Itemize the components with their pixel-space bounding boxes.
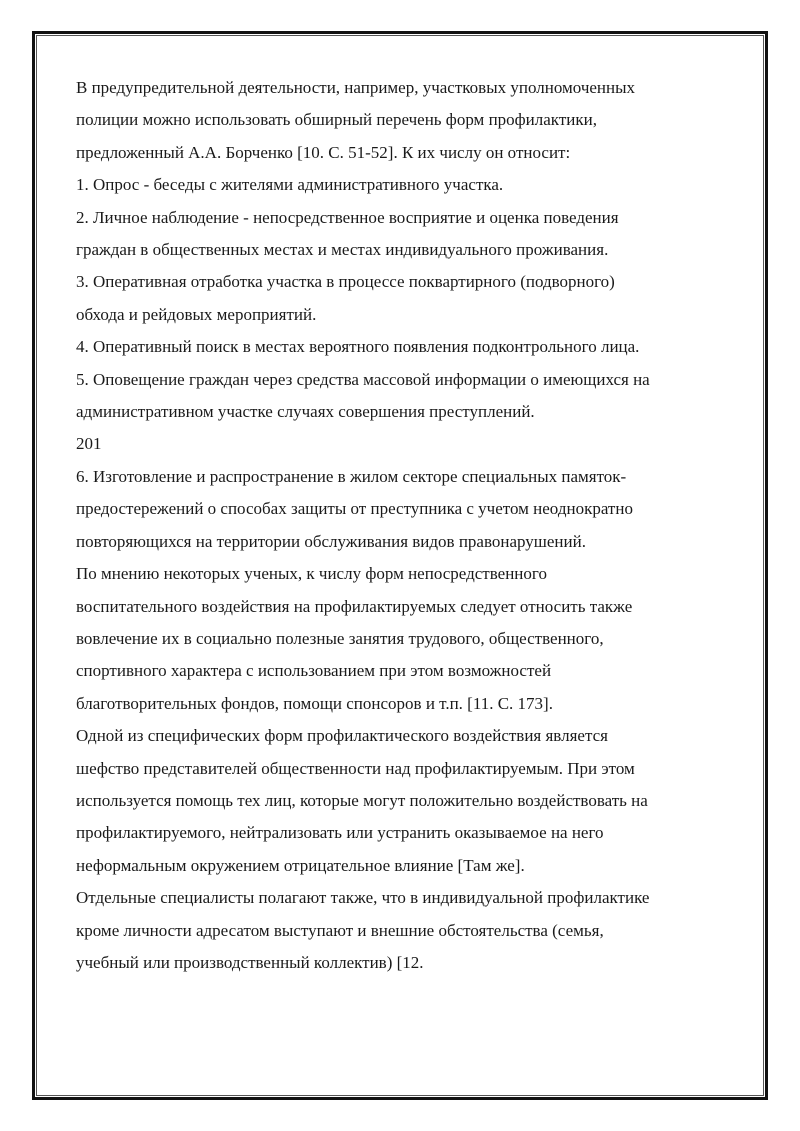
text-line: предложенный А.А. Борченко [10. С. 51-52]. К их числу он относит: (76, 142, 571, 162)
document-body (76, 72, 736, 979)
list-item-4: 4. Оперативный поиск в местах вероятного появления подконтрольного лица. (76, 337, 640, 357)
text-line: неформальным окружением отрицательное влияние [Там же]. (76, 855, 525, 875)
list-item-2: 2. Личное наблюдение - непосредственное восприятие и оценка поведения (76, 207, 619, 227)
text-line: В предупредительной деятельности, например, участковых уполномоченных (76, 78, 636, 97)
text-line: профилактируемого, нейтрализовать или устранить оказываемое на него (76, 823, 604, 843)
text-line: обхода и рейдовых мероприятий. (76, 304, 317, 324)
page-number: 201 (76, 434, 102, 454)
list-item-3: 3. Оперативная отработка участка в процессе поквартирного (подворного) (76, 272, 615, 292)
text-line: кроме личности адресатом выступают и внешние обстоятельства (семья, (76, 920, 604, 940)
text-line: граждан в общественных местах и местах индивидуального проживания. (76, 240, 609, 260)
text-line: повторяющихся на территории обслуживания видов правонарушений. (76, 531, 586, 551)
text-line: вовлечение их в социально полезные занятия трудового, общественного, (76, 628, 604, 648)
text-line: предостережений о способах защиты от преступника с учетом неоднократно (76, 499, 633, 519)
text-line: воспитательного воздействия на профилактируемых следует относить также (76, 596, 633, 616)
text-line: благотворительных фондов, помощи спонсоров и т.п. [11. С. 173]. (76, 693, 553, 713)
text-line: используется помощь тех лиц, которые могут положительно воздействовать на (76, 790, 648, 810)
list-item-1: 1. Опрос - беседы с жителями административного участка. (76, 175, 504, 195)
paragraph-start: По мнению некоторых ученых, к числу форм непосредственного (76, 564, 547, 584)
text-line: учебный или производственный коллектив) [12. (76, 952, 424, 972)
list-item-5: 5. Оповещение граждан через средства массовой информации о имеющихся на (76, 369, 650, 389)
text-line: административном участке случаях совершения преступлений. (76, 402, 535, 422)
paragraph-start: Одной из специфических форм профилактического воздействия является (76, 726, 608, 746)
text-line: полиции можно использовать обширный перечень форм профилактики, (76, 110, 597, 130)
text-line: шефство представителей общественности над профилактируемым. При этом (76, 758, 635, 778)
text-line: спортивного характера с использованием при этом возможностей (76, 661, 552, 681)
paragraph-start: Отдельные специалисты полагают также, что в индивидуальной профилактике (76, 888, 650, 908)
list-item-6: 6. Изготовление и распространение в жилом секторе специальных памяток- (76, 466, 627, 486)
